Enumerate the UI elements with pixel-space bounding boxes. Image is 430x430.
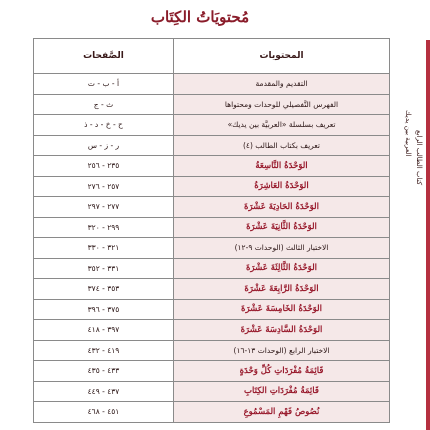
row-content[interactable]: الوَحْدَةُ العَاشِرَةُ <box>174 176 390 197</box>
row-pages: ٤٣٣ - ٤٣٥ <box>34 361 174 382</box>
row-content[interactable]: قَائِمَةُ مُفْرَدَاتِ كُلِّ وَحْدَةٍ <box>174 361 390 382</box>
table-row <box>34 197 390 218</box>
row-content[interactable]: الوَحْدَةُ الحَادِيَةَ عَشْرَةَ <box>174 197 390 218</box>
table-row <box>34 299 390 320</box>
row-pages: ٢٩٩ - ٣٢٠ <box>34 217 174 238</box>
row-content[interactable]: تعريف بكتاب الطالب (٤) <box>174 135 390 156</box>
row-pages: ٣٣١ - ٣٥٢ <box>34 258 174 279</box>
row-content[interactable]: الوَحْدَةُ الثَّالِثَةَ عَشْرَةَ <box>174 258 390 279</box>
row-content[interactable]: الاختبار الثالث (الوحدات ٩-١٢) <box>174 238 390 259</box>
row-content[interactable]: الوَحْدَةُ السَّادِسَةَ عَشْرَةَ <box>174 320 390 341</box>
row-content[interactable]: الوَحْدَةُ الثَّانِيَةَ عَشْرَةَ <box>174 217 390 238</box>
row-content[interactable]: نُصُوصُ فَهْمِ المَسْمُوعِ <box>174 402 390 423</box>
table-row <box>34 94 390 115</box>
table-row <box>34 135 390 156</box>
row-pages: ث - ج <box>34 94 174 115</box>
table-row <box>34 402 390 423</box>
table-row <box>34 361 390 382</box>
page-title: مُحتويَاتُ الكِتَاب <box>150 8 250 26</box>
row-pages: ٤٣٧ - ٤٤٩ <box>34 381 174 402</box>
table-row <box>34 340 390 361</box>
table-row <box>34 156 390 177</box>
row-pages: ٢٣٥ - ٢٥٦ <box>34 156 174 177</box>
contents-body <box>34 74 390 423</box>
table-row <box>34 217 390 238</box>
table-header-row <box>34 39 390 74</box>
row-content[interactable]: التقديم والمقدمة <box>174 74 390 95</box>
row-pages: ٣٥٣ - ٣٧٤ <box>34 279 174 300</box>
row-content[interactable]: الاختبار الرابع (الوحدات ١٣-١٦) <box>174 340 390 361</box>
contents-table <box>33 38 390 423</box>
header-contents: المحتويات <box>174 39 390 74</box>
side-series-name: العربية بين يديك <box>404 110 412 157</box>
row-pages: ر - ز - س <box>34 135 174 156</box>
row-content[interactable]: الوَحْدَةُ التَّاسِعَةُ <box>174 156 390 177</box>
row-pages: ٤١٩ - ٤٣٢ <box>34 340 174 361</box>
row-pages: ٣٧٥ - ٣٩٦ <box>34 299 174 320</box>
row-content[interactable]: الوَحْدَةُ الرَّابِعَةَ عَشْرَةَ <box>174 279 390 300</box>
table-row <box>34 258 390 279</box>
table-row <box>34 279 390 300</box>
row-pages: ٤٥١ - ٤٦٨ <box>34 402 174 423</box>
row-content[interactable]: الوَحْدَةُ الخَامِسَةَ عَشْرَةَ <box>174 299 390 320</box>
table-row <box>34 238 390 259</box>
table-row <box>34 115 390 136</box>
table-row <box>34 381 390 402</box>
table-row <box>34 176 390 197</box>
row-content[interactable]: قَائِمَةُ مُفْرَدَاتِ الكِتَابِ <box>174 381 390 402</box>
side-tab <box>400 40 430 430</box>
row-pages: ٢٥٧ - ٢٧٦ <box>34 176 174 197</box>
row-pages: ٣٢١ - ٣٣٠ <box>34 238 174 259</box>
row-pages: ح - خ - د - ذ <box>34 115 174 136</box>
row-pages: ٢٧٧ - ٢٩٧ <box>34 197 174 218</box>
side-accent-bar <box>426 40 430 430</box>
table-row <box>34 320 390 341</box>
side-book-name: كتاب الطالب الرابع <box>415 130 423 186</box>
table-row <box>34 74 390 95</box>
row-pages: أ - ب - ت <box>34 74 174 95</box>
row-content[interactable]: الفهرس التَّفصيلي للوحدات ومحتواها <box>174 94 390 115</box>
row-content[interactable]: تعريف بسلسلة «العربيَّة بين يديك» <box>174 115 390 136</box>
header-pages: الصَّفحات <box>34 39 174 74</box>
row-pages: ٣٩٧ - ٤١٨ <box>34 320 174 341</box>
